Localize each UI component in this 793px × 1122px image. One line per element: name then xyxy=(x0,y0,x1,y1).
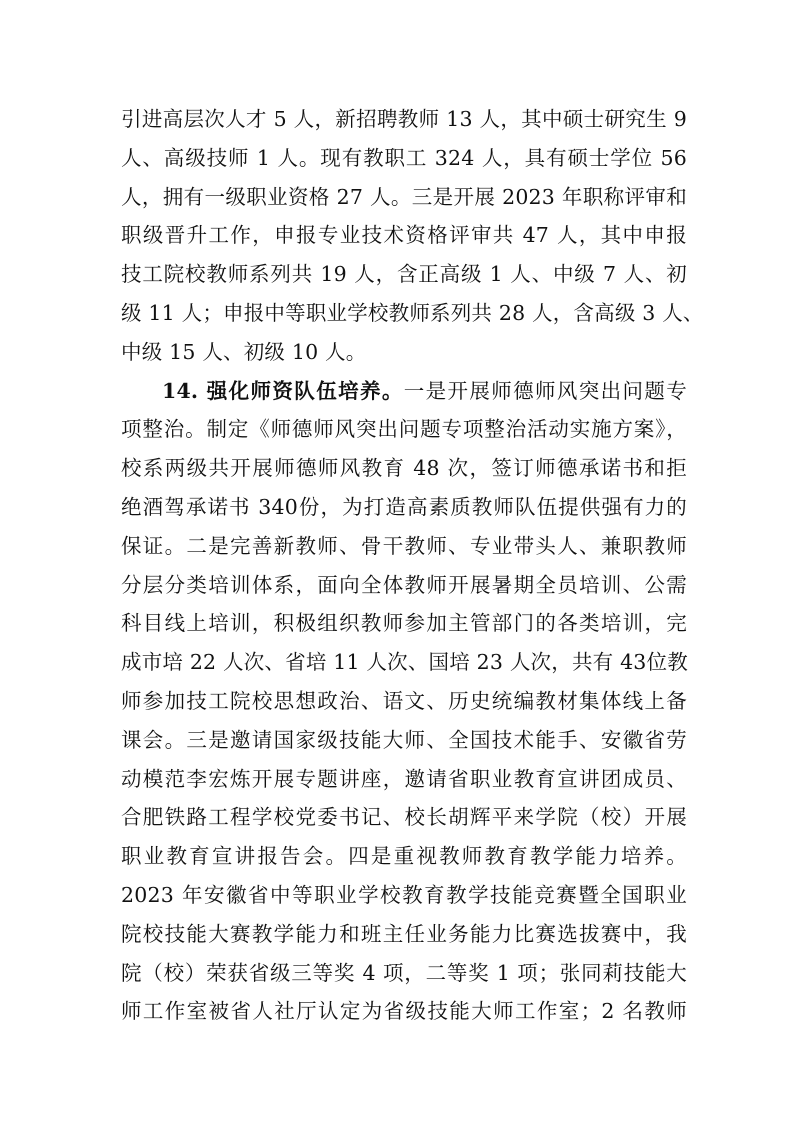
text-line: 绝酒驾承诺书 340份，为打造高素质教师队伍提供强有力的 xyxy=(121,494,687,519)
text-line: 院校技能大赛教学能力和班主任业务能力比赛选拔赛中，我 xyxy=(121,921,687,946)
text-line: 师工作室被省人社厅认定为省级技能大师工作室；2 名教师 xyxy=(121,999,687,1024)
text-line: 职级晋升工作，申报专业技术资格评审共 47 人，其中申报 xyxy=(121,223,687,248)
text-line: 人、高级技师 1 人。现有教职工 324 人，具有硕士学位 56 xyxy=(121,145,687,170)
text-line: 技工院校教师系列共 19 人，含正高级 1 人、中级 7 人、初 xyxy=(121,262,687,287)
text-line: 职业教育宣讲报告会。四是重视教师教育教学能力培养。 xyxy=(121,844,687,869)
text-line: 2023 年安徽省中等职业学校教育教学技能竞赛暨全国职业 xyxy=(121,882,687,907)
text-line: 项整治。制定《师德师风突出问题专项整治活动实施方案》， xyxy=(121,417,687,442)
text-line: 分层分类培训体系，面向全体教师开展暑期全员培训、公需 xyxy=(121,572,687,597)
section-heading: 14. 强化师资队伍培养。 xyxy=(162,378,404,403)
text-line: 动模范李宏炼开展专题讲座，邀请省职业教育宣讲团成员、 xyxy=(121,766,687,791)
text-line: 科目线上培训，积极组织教师参加主管部门的各类培训，完 xyxy=(121,611,687,636)
text-line: 引进高层次人才 5 人，新招聘教师 13 人，其中硕士研究生 9 xyxy=(121,107,687,131)
text-line: 师参加技工院校思想政治、语文、历史统编教材集体线上备 xyxy=(121,688,687,713)
text-line: 保证。二是完善新教师、骨干教师、专业带头人、兼职教师 xyxy=(121,533,687,558)
text-line: 人，拥有一级职业资格 27 人。三是开展 2023 年职称评审和 xyxy=(121,184,687,209)
text-line: 课会。三是邀请国家级技能大师、全国技术能手、安徽省劳 xyxy=(121,727,687,752)
text-line: 中级 15 人、初级 10 人。 xyxy=(121,339,367,364)
text-span: 一是开展师德师风突出问题专 xyxy=(403,378,687,403)
paragraph-teacher-training xyxy=(121,372,687,1032)
text-line: 院（校）荣获省级三等奖 4 项，二等奖 1 项；张同莉技能大 xyxy=(121,960,687,985)
paragraph-staffing xyxy=(121,100,704,372)
text-line: 成市培 22 人次、省培 11 人次、国培 23 人次，共有 43位教 xyxy=(121,650,688,675)
section-heading-line xyxy=(121,372,687,411)
text-line: 级 11 人；申报中等职业学校教师系列共 28 人，含高级 3 人、 xyxy=(121,300,704,325)
document-page xyxy=(121,100,704,1031)
text-line: 合肥铁路工程学校党委书记、校长胡辉平来学院（校）开展 xyxy=(121,805,687,830)
text-line: 校系两级共开展师德师风教育 48 次，签订师德承诺书和拒 xyxy=(121,456,687,481)
